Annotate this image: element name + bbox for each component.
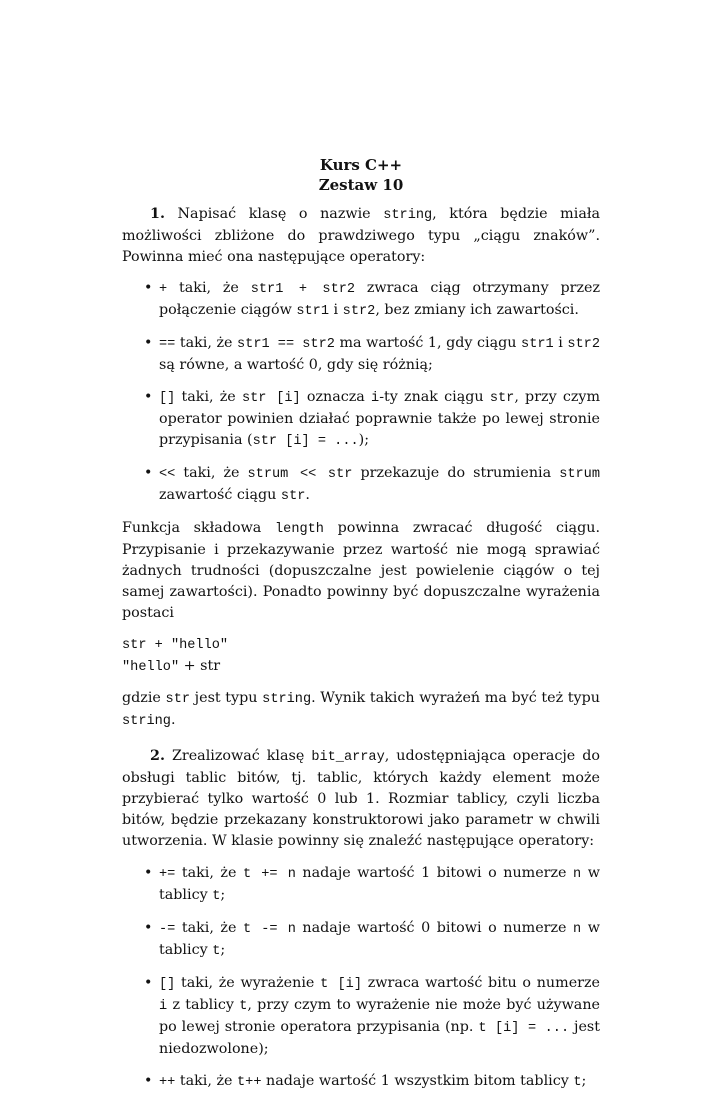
bullet-icon: • <box>144 865 153 881</box>
code-fragment: str [i] <box>241 391 301 406</box>
code-fragment: n <box>573 867 582 882</box>
code-fragment: == <box>159 337 176 352</box>
bullet-icon: • <box>144 975 153 991</box>
code-fragment: str1 == str2 <box>237 337 335 352</box>
code-fragment: t [i] = ... <box>478 1021 570 1036</box>
problem-1-operator-list-item <box>122 333 600 376</box>
code-fragment: str1 + str2 <box>250 282 356 297</box>
text-fragment: , przy czym to wyrażenie nie może być używane po lewej stronie operatora przypisania (np. <box>159 997 601 1035</box>
text-fragment: jest niedozwolone); <box>159 1019 600 1057</box>
expression-2-rest: + str <box>179 658 221 674</box>
text-fragment: zwraca ciąg otrzymany przez połączenie ciągów <box>159 280 600 318</box>
code-fragment: t [i] <box>320 977 363 992</box>
set-title: Zestaw 10 <box>318 176 404 194</box>
text-fragment: -ty znak ciągu <box>379 389 490 405</box>
text-fragment: zawartość ciągu <box>159 487 281 503</box>
problem-1-number: 1. <box>150 206 165 222</box>
code-fragment: t += n <box>242 867 296 882</box>
document-header <box>122 155 600 195</box>
code-fragment: strum <box>559 467 600 482</box>
text-fragment: i <box>329 302 343 318</box>
problem-1-operator-list-item <box>122 463 600 507</box>
text-fragment: przekazuje do strumienia <box>352 465 560 481</box>
code-fragment: [] <box>159 391 176 406</box>
text-fragment: ; <box>220 942 226 958</box>
result-text-b: jest typu <box>190 690 263 706</box>
result-code-2: string <box>262 692 312 707</box>
text-fragment: ; <box>581 1073 587 1089</box>
problem-2-operator-list-item <box>122 973 600 1060</box>
code-fragment: str <box>280 489 306 504</box>
expression-1-code: str + "hello" <box>122 638 229 653</box>
problem-1-length-paragraph <box>122 518 600 624</box>
problem-2-operator-list <box>122 863 600 1093</box>
problem-2-class-name: bit_array <box>311 750 385 765</box>
problem-2-intro-text-b: , udostępniająca operacje do obsługi tablic bitów, tj. tablic, których każdy element może przybierać tylko wartość 0 lub 1. Rozmiar tablicy, czyli liczba bitów, będzie przekazany konstruktorowi jako parametr w chwili utworzenia. W klasie powinny się znaleźć następujące operatory: <box>122 748 601 849</box>
result-text-c: . Wynik takich wyrażeń ma być też typu <box>311 690 600 706</box>
text-fragment: ma wartość 1, gdy ciągu <box>334 335 522 351</box>
code-fragment: str1 <box>296 304 329 319</box>
text-fragment: , przy czym operator powinien działać poprawnie także po lewej stronie przypisania ( <box>159 389 601 448</box>
code-fragment: str2 <box>567 337 600 352</box>
code-fragment: t <box>573 1075 582 1090</box>
code-fragment: << <box>159 467 176 482</box>
text-fragment: taki, że <box>167 280 251 296</box>
code-fragment: [] <box>159 977 176 992</box>
text-fragment: taki, że <box>175 389 242 405</box>
problem-1-intro-text-a: Napisać klasę o nazwie <box>177 206 384 222</box>
problem-2-operator-list-item <box>122 1071 600 1093</box>
document-page <box>122 155 600 1104</box>
text-fragment: z tablicy <box>167 997 240 1013</box>
text-fragment: taki, że <box>175 335 238 351</box>
problem-1-operator-list-item <box>122 278 600 322</box>
text-fragment: oznacza <box>300 389 372 405</box>
result-text-d: . <box>170 712 176 728</box>
text-fragment: w tablicy <box>159 920 600 958</box>
code-fragment: t <box>239 999 248 1014</box>
text-fragment: . <box>305 487 310 503</box>
code-fragment: t++ <box>237 1075 262 1090</box>
bullet-icon: • <box>144 465 153 481</box>
problem-1-class-name: string <box>383 208 433 223</box>
problem-2-intro <box>122 746 600 852</box>
text-fragment: , bez zmiany ich zawartości. <box>375 302 579 318</box>
course-title: Kurs C++ <box>319 156 403 174</box>
length-text-b: powinna zwracać długość ciągu. Przypisanie i przekazywanie przez wartość nie mogą sprawiać żadnych trudności (dopuszczalne jest powielenie ciągów o tej samej zawartości). Ponadto powinny być dopuszczalne wyrażenia postaci <box>122 520 600 621</box>
result-text-a: gdzie <box>122 690 166 706</box>
problem-1-operator-list <box>122 278 600 507</box>
bullet-icon: • <box>144 920 153 936</box>
text-fragment: taki, że <box>175 865 243 881</box>
code-fragment: str <box>489 391 515 406</box>
code-fragment: str [i] = ... <box>252 434 359 449</box>
length-text-a: Funkcja składowa <box>122 520 276 536</box>
code-fragment: str2 <box>342 304 376 319</box>
bullet-icon: • <box>144 280 153 296</box>
length-code: length <box>275 522 324 537</box>
result-code-3: string <box>122 714 171 729</box>
text-fragment: taki, że wyrażenie <box>175 975 321 991</box>
problem-2-intro-text-a: Zrealizować klasę <box>171 748 312 764</box>
problem-1-intro-text-b: , która będzie miała możliwości zbliżone do prawdziwego typu „ciągu znaków”. Powinna mieć ona następujące operatory: <box>122 206 600 265</box>
code-fragment: t -= n <box>242 922 296 937</box>
text-fragment: ); <box>358 432 370 448</box>
code-fragment: t <box>212 944 221 959</box>
code-fragment: i <box>159 999 168 1014</box>
problem-1-operator-list-item <box>122 387 600 452</box>
text-fragment: zwraca wartość bitu o numerze <box>362 975 600 991</box>
code-fragment: + <box>159 282 168 297</box>
text-fragment: ; <box>220 887 226 903</box>
code-fragment: += <box>159 867 176 882</box>
expression-line-1 <box>122 634 600 656</box>
problem-2-operator-list-item <box>122 863 600 907</box>
bullet-icon: • <box>144 335 153 351</box>
text-fragment: nadaje wartość 0 bitowi o numerze <box>295 920 574 936</box>
code-fragment: -= <box>159 922 176 937</box>
code-fragment: i <box>371 391 380 406</box>
code-fragment: n <box>573 922 582 937</box>
code-fragment: ++ <box>159 1075 176 1090</box>
text-fragment: i <box>553 335 568 351</box>
bullet-icon: • <box>144 389 153 405</box>
text-fragment: nadaje wartość 1 bitowi o numerze <box>295 865 574 881</box>
code-fragment: strum << str <box>247 467 353 482</box>
code-fragment: t <box>212 889 221 904</box>
expression-2-code: "hello" <box>122 660 180 675</box>
problem-1-result-paragraph <box>122 688 600 732</box>
text-fragment: taki, że <box>175 1073 238 1089</box>
expression-line-2 <box>122 656 600 678</box>
bullet-icon: • <box>144 1073 153 1089</box>
problem-1-intro <box>122 204 600 268</box>
problem-2-number: 2. <box>150 748 165 764</box>
text-fragment: są równe, a wartość 0, gdy się różnią; <box>159 357 433 373</box>
expression-examples <box>122 634 600 678</box>
code-fragment: str1 <box>521 337 554 352</box>
text-fragment: w tablicy <box>159 865 600 903</box>
text-fragment: taki, że <box>175 920 243 936</box>
result-code-1: str <box>165 692 191 707</box>
text-fragment: nadaje wartość 1 wszystkim bitom tablicy <box>261 1073 574 1089</box>
text-fragment: taki, że <box>175 465 248 481</box>
problem-2-operator-list-item <box>122 918 600 962</box>
